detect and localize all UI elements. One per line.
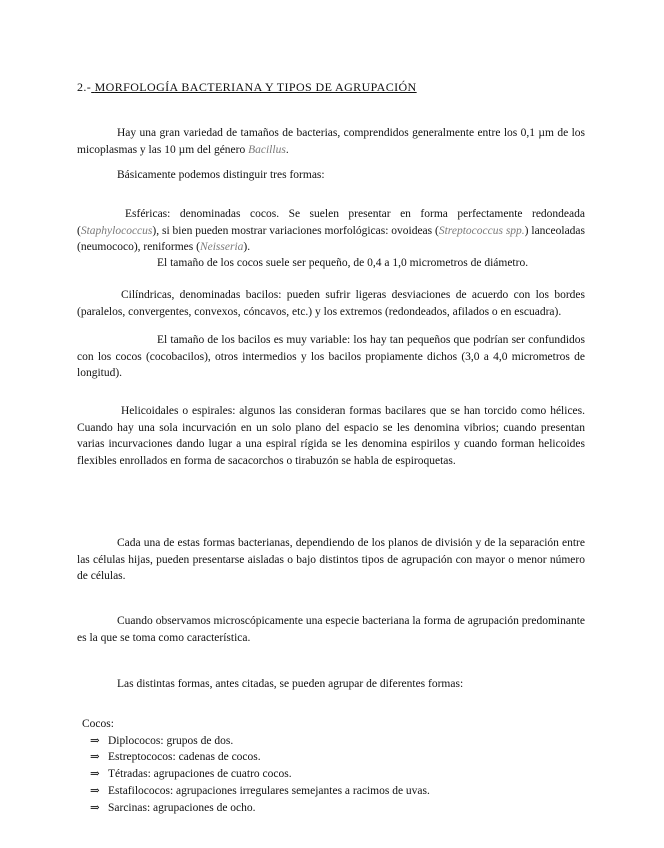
section-heading (77, 80, 417, 95)
list-item-text: Estafilococos: agrupaciones irregulares semejantes a racimos de uvas. (108, 784, 430, 797)
spheres-text-2: ), si bien pueden mostrar variaciones morfológicas: ovoideas ( (152, 224, 439, 237)
section-number: 2.- (77, 80, 92, 94)
genus-staphylococcus: Staphylococcus (80, 224, 153, 237)
list-item (82, 733, 430, 750)
list-item-text: Tétradas: agrupaciones de cuatro cocos. (108, 768, 292, 781)
list-item (82, 749, 430, 766)
spheres-text-3: ) lanceoladas (neumococo), reniformes ( (77, 224, 586, 253)
cocci-size-paragraph: El tamaño de los cocos suele ser pequeño, de 0,4 a 1,0 micrometros de diámetro. (157, 257, 529, 269)
bacilli-size-paragraph: El tamaño de los bacilos es muy variable: los hay tan pequeños que podrían ser confundidos con los cocos (cocobacilos), otros intermedios y los bacilos propiamente dichos (3,0 a 4,0 micrometros de longitud). (77, 334, 585, 379)
intro-paragraph (77, 125, 585, 158)
list-item-text: Estreptococos: cadenas de cocos. (108, 751, 261, 764)
genus-bacillus: Bacillus (248, 143, 286, 156)
spheres-paragraph (77, 206, 585, 256)
observation-paragraph: Cuando observamos microscópicamente una especie bacteriana la forma de agrupación predominante es la que se toma como característica. (77, 615, 585, 644)
cocci-list (82, 716, 430, 816)
helical-paragraph: Helicoidales o espirales: algunos las consideran formas bacilares que se han torcido como hélices. Cuando hay una sola incurvación en un solo plano del espacio se les denomina vibrios; cuando presentan varias incurvaciones dando lugar a una espiral rígida se les denomina espirilos y cuando forman helicoides flexibles enrollados en forma de sacacorchos o tirabuzón se habla de espiroquetas. (77, 405, 585, 467)
arrow-right-icon: ⇒ (90, 751, 100, 764)
list-item-text: Diplococos: grupos de dos. (108, 734, 234, 747)
genus-streptococcus: Streptococcus spp. (438, 224, 525, 237)
basic-forms-paragraph: Básicamente podemos distinguir tres formas: (117, 169, 325, 181)
intro-text: Hay una gran variedad de tamaños de bacterias, comprendidos generalmente entre los 0,1 µm de los micoplasmas y las 10 µm del género (77, 127, 585, 156)
section-title: MORFOLOGÍA BACTERIANA Y TIPOS DE AGRUPACIÓN (94, 80, 417, 94)
list-item (82, 766, 430, 783)
arrow-right-icon: ⇒ (90, 768, 100, 781)
spheres-text-4: ). (243, 241, 251, 253)
genus-neisseria: Neisseria (199, 241, 244, 253)
cylinders-paragraph: Cilíndricas, denominadas bacilos: pueden sufrir ligeras desviaciones de acuerdo con los bordes (paralelos, convergentes, convexos, cóncavos, etc.) y los extremos (redondeados, afilados o en escuadra). (77, 289, 585, 318)
list-item (82, 783, 430, 800)
grouping-paragraph: Cada una de estas formas bacterianas, dependiendo de los planos de división y de la separación entre las células hijas, pueden presentarse aisladas o bajo distintos tipos de agrupación con mayor o menor número de células. (77, 537, 585, 582)
cocci-list-title: Cocos: (82, 718, 114, 730)
arrow-right-icon: ⇒ (90, 801, 100, 814)
arrow-right-icon: ⇒ (90, 784, 100, 797)
list-item (82, 800, 430, 817)
intro-end: . (285, 143, 289, 156)
forms-group-paragraph: Las distintas formas, antes citadas, se pueden agrupar de diferentes formas: (117, 678, 464, 690)
arrow-right-icon: ⇒ (90, 734, 100, 747)
spheres-text-1: Esféricas: denominadas cocos. Se suelen presentar en forma perfectamente redondeada ( (77, 208, 585, 237)
list-item-text: Sarcinas: agrupaciones de ocho. (108, 801, 256, 814)
